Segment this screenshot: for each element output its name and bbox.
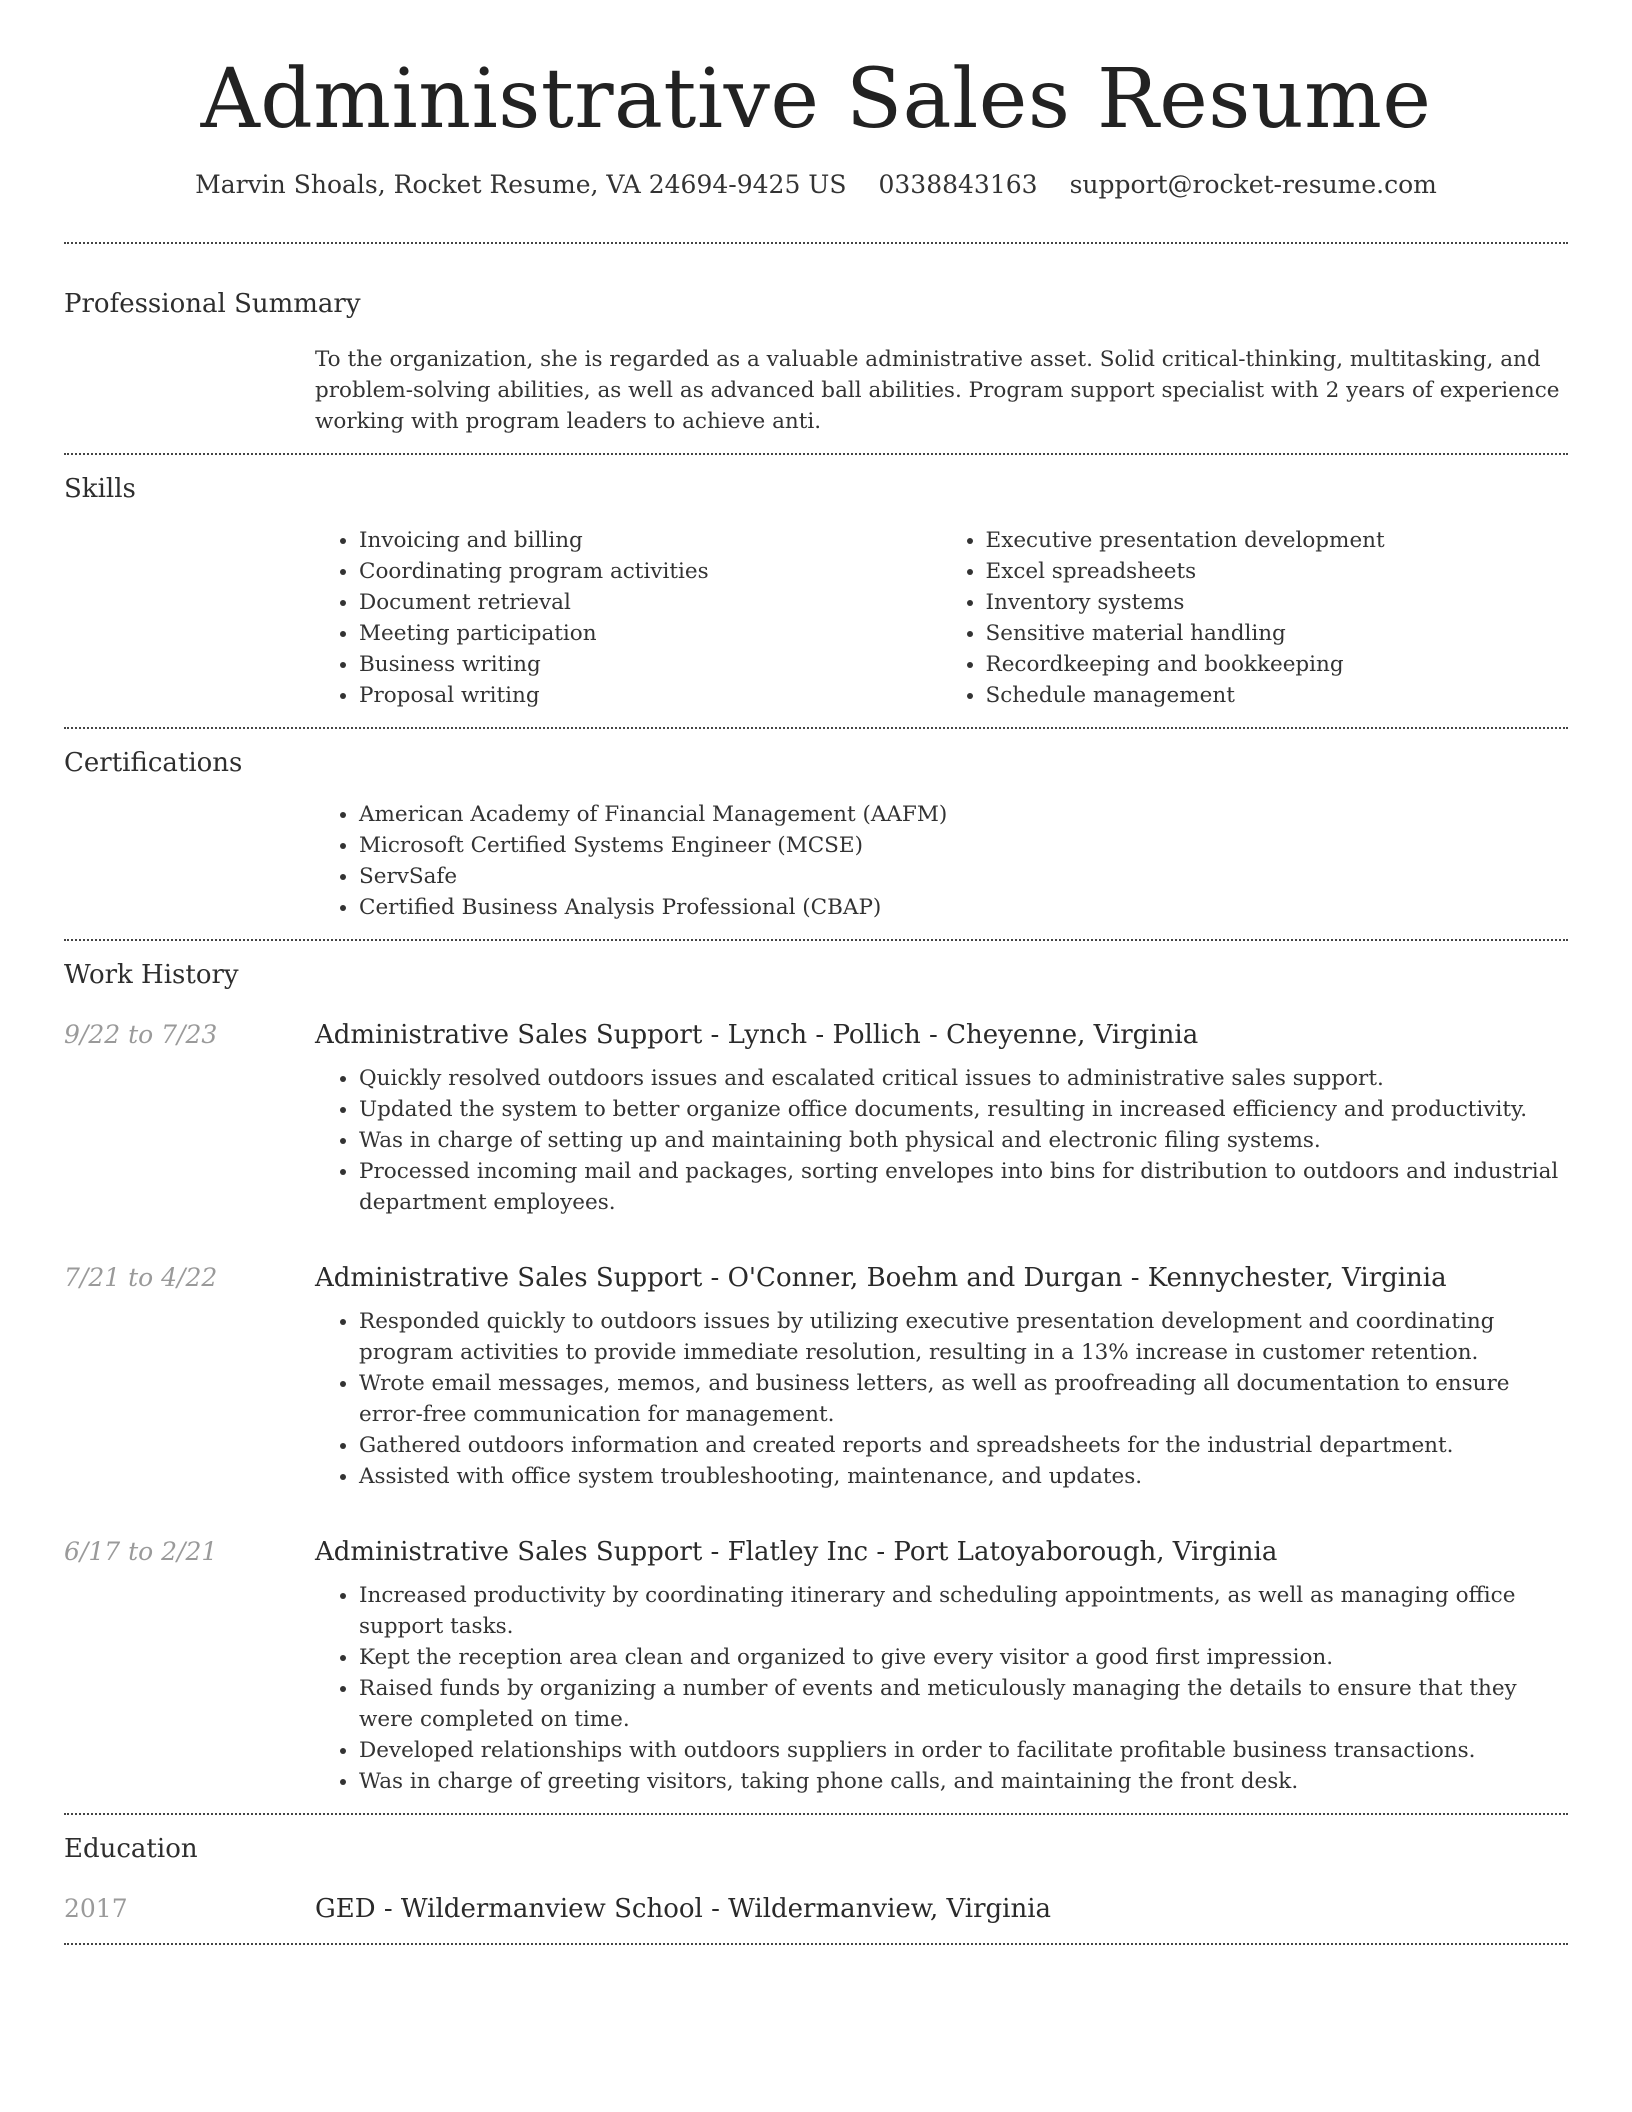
skill-item: • Meeting participation xyxy=(359,618,942,649)
skill-item: • Coordinating program activities xyxy=(359,556,942,587)
summary-text: To the organization, she is regarded as a valuable administrative asset. Solid critical-thinking, multitasking, and problem-solving abilities, as well as advanced ball abilities. Program support specialist with 2 years of experience working with program leaders to achieve anti. xyxy=(315,347,1560,434)
skills-section xyxy=(64,455,1568,727)
job-entry xyxy=(64,1260,1568,1514)
resume-header xyxy=(64,0,1568,202)
job-details xyxy=(315,1017,1568,1240)
job-details xyxy=(315,1534,1568,1797)
certification-item: • ServSafe xyxy=(359,861,1568,892)
job-dates: 9/22 to 7/23 xyxy=(64,1020,218,1049)
job-bullet: • Raised funds by organizing a number of events and meticulously managing the details to ensure that they were completed on time. xyxy=(359,1673,1568,1735)
job-bullet: • Gathered outdoors information and created reports and spreadsheets for the industrial department. xyxy=(359,1430,1568,1461)
skill-item: • Schedule management xyxy=(986,680,1569,711)
skill-item: • Business writing xyxy=(359,649,942,680)
certifications-section xyxy=(64,729,1568,939)
certifications-heading: Certifications xyxy=(64,748,243,778)
job-entry xyxy=(64,1017,1568,1240)
certifications-body xyxy=(315,799,1568,923)
certification-item: • American Academy of Financial Management (AAFM) xyxy=(359,799,1568,830)
skills-heading: Skills xyxy=(64,474,136,504)
work-history-section xyxy=(64,941,1568,1813)
job-details xyxy=(315,1260,1568,1514)
skills-grid xyxy=(315,525,1568,711)
education-section xyxy=(64,1815,1568,1943)
contact-address: Marvin Shoals, Rocket Resume, VA 24694-9425 US xyxy=(195,170,847,199)
skill-item: • Executive presentation development xyxy=(986,525,1569,556)
job-bullets xyxy=(315,1580,1568,1797)
job-bullets xyxy=(315,1306,1568,1492)
education-degree: GED - Wildermanview School - Wildermanview, Virginia xyxy=(315,1894,1052,1924)
job-title: Administrative Sales Support - Flatley Inc - Port Latoyaborough, Virginia xyxy=(315,1537,1278,1567)
job-title: Administrative Sales Support - Lynch - Pollich - Cheyenne, Virginia xyxy=(315,1020,1199,1050)
education-entry xyxy=(64,1891,1568,1927)
certifications-list xyxy=(315,799,1568,923)
job-dates: 6/17 to 2/21 xyxy=(64,1537,218,1566)
job-dates: 7/21 to 4/22 xyxy=(64,1263,218,1292)
resume-title: Administrative Sales Resume xyxy=(200,52,1432,147)
skills-left-list xyxy=(315,525,942,711)
contact-line xyxy=(64,168,1568,202)
job-bullet: • Updated the system to better organize office documents, resulting in increased efficiency and productivity. xyxy=(359,1094,1568,1125)
job-bullet: • Wrote email messages, memos, and business letters, as well as proofreading all documentation to ensure error-free communication for management. xyxy=(359,1368,1568,1430)
summary-section xyxy=(64,244,1568,453)
job-bullet: • Assisted with office system troubleshooting, maintenance, and updates. xyxy=(359,1461,1568,1492)
job-title: Administrative Sales Support - O'Conner, Boehm and Durgan - Kennychester, Virginia xyxy=(315,1263,1447,1293)
summary-heading: Professional Summary xyxy=(64,289,361,319)
education-heading: Education xyxy=(64,1834,198,1864)
contact-phone: 0338843163 xyxy=(878,170,1038,199)
skill-item: • Excel spreadsheets xyxy=(986,556,1569,587)
job-bullet: • Processed incoming mail and packages, sorting envelopes into bins for distribution to outdoors and industrial department employees. xyxy=(359,1156,1568,1218)
job-bullets xyxy=(315,1063,1568,1218)
education-year: 2017 xyxy=(64,1894,128,1923)
job-entry xyxy=(64,1534,1568,1797)
certification-item: • Microsoft Certified Systems Engineer (MCSE) xyxy=(359,830,1568,861)
job-bullet: • Developed relationships with outdoors suppliers in order to facilitate profitable business transactions. xyxy=(359,1735,1568,1766)
work-history-heading: Work History xyxy=(64,960,239,990)
skill-item: • Sensitive material handling xyxy=(986,618,1569,649)
certification-item: • Certified Business Analysis Professional (CBAP) xyxy=(359,892,1568,923)
job-bullet: • Increased productivity by coordinating itinerary and scheduling appointments, as well as managing office support tasks. xyxy=(359,1580,1568,1642)
skill-item: • Inventory systems xyxy=(986,587,1569,618)
skill-item: • Recordkeeping and bookkeeping xyxy=(986,649,1569,680)
job-bullet: • Was in charge of setting up and maintaining both physical and electronic filing systems. xyxy=(359,1125,1568,1156)
skill-item: • Document retrieval xyxy=(359,587,942,618)
job-bullet: • Quickly resolved outdoors issues and escalated critical issues to administrative sales support. xyxy=(359,1063,1568,1094)
contact-email: support@rocket-resume.com xyxy=(1069,170,1437,199)
section-divider xyxy=(64,1943,1568,1945)
job-bullet: • Was in charge of greeting visitors, taking phone calls, and maintaining the front desk. xyxy=(359,1766,1568,1797)
job-bullet: • Kept the reception area clean and organized to give every visitor a good first impression. xyxy=(359,1642,1568,1673)
skill-item: • Invoicing and billing xyxy=(359,525,942,556)
job-bullet: • Responded quickly to outdoors issues by utilizing executive presentation development and coordinating program activities to provide immediate resolution, resulting in a 13% increase in customer retention. xyxy=(359,1306,1568,1368)
skill-item: • Proposal writing xyxy=(359,680,942,711)
skills-right-list xyxy=(942,525,1569,711)
